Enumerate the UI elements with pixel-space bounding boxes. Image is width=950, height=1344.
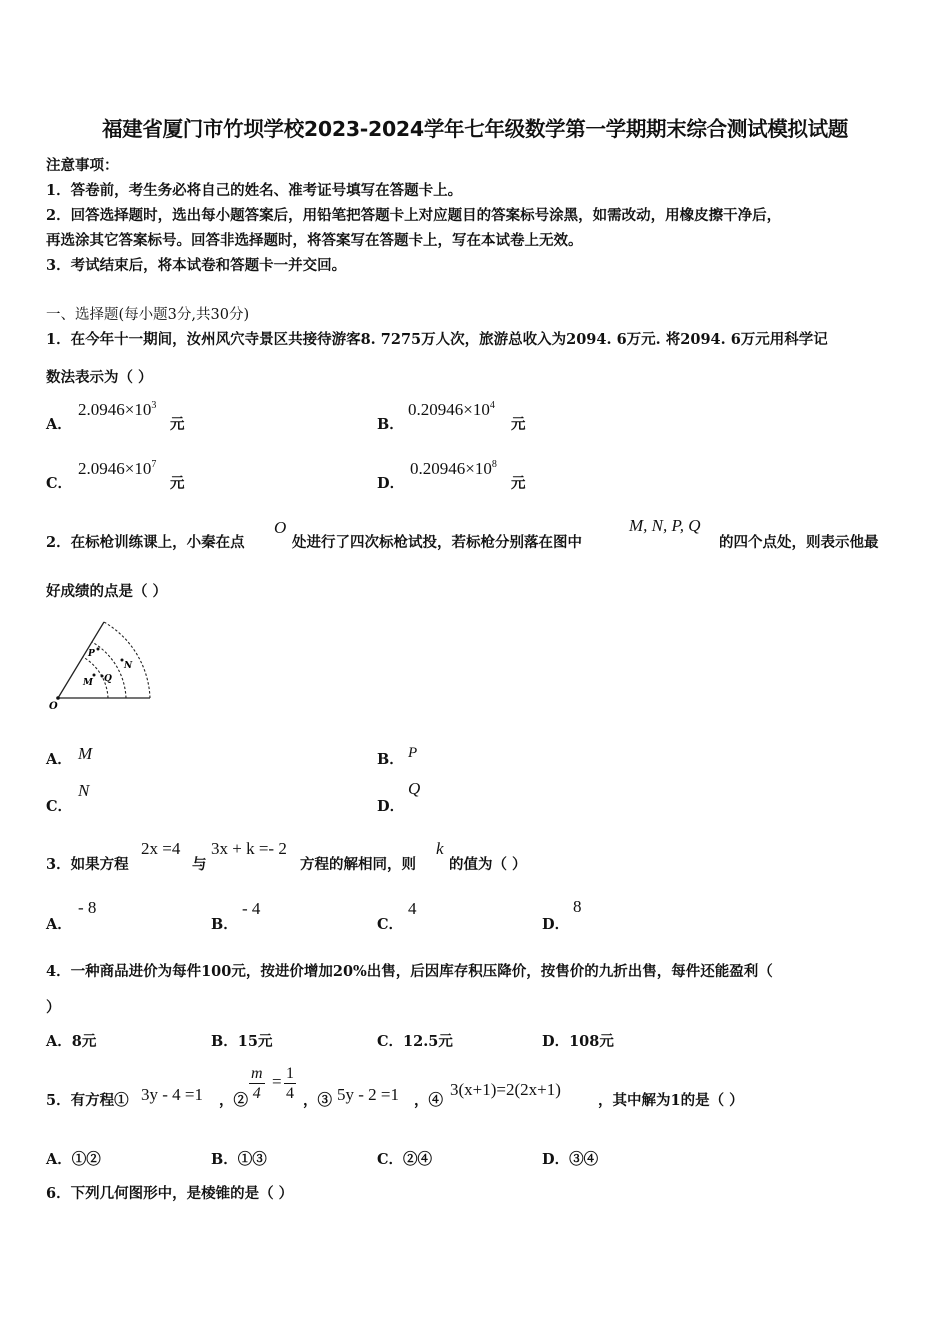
- q1-option-b-value: $0.20946\times 10^4$: [408, 400, 495, 419]
- figure-label-q: Q: [104, 674, 112, 684]
- javelin-figure: [46, 615, 166, 715]
- question-5-sep-1: ，②: [219, 1092, 248, 1109]
- question-6-stem: 6．下列几何图形中，是棱锥的是（ ）: [46, 1185, 294, 1202]
- q2-point-o: O: [274, 518, 287, 537]
- page-title: 福建省厦门市竹坝学校2023-2024学年七年级数学第一学期期末综合测试模拟试题: [101, 117, 849, 141]
- figure-ray: [58, 622, 104, 698]
- question-5-sep-2: ，③: [303, 1092, 332, 1109]
- q3-option-b-value: - 4: [242, 899, 261, 918]
- q1-option-d-label: D．: [377, 475, 405, 492]
- q1-option-d-value: $0.20946\times 10^8$: [410, 459, 497, 478]
- q1-option-c-unit: 元: [170, 475, 185, 492]
- section-heading: 一、选择题(每小题3分,共30分): [46, 307, 250, 323]
- q1-option-b-unit: 元: [511, 416, 526, 433]
- q5-option-b: B．①③: [211, 1151, 267, 1168]
- q5-option-d: D．③④: [542, 1151, 599, 1168]
- question-1-stem-cont: 数法表示为（ ）: [46, 369, 153, 386]
- q3-option-d-label: D．: [542, 916, 570, 933]
- q2-option-d-label: D．: [377, 798, 405, 815]
- q1-option-a-value: $2.0946\times 10^3$: [78, 400, 157, 419]
- q2-option-d-value: Q: [408, 779, 421, 798]
- question-3-stem-a: 3．如果方程: [46, 856, 129, 873]
- question-2-stem-cont: 好成绩的点是（ ）: [46, 583, 168, 600]
- question-3-stem-c: 方程的解相同，则: [300, 856, 416, 873]
- q5-fraction-1-over-4: $\frac{1}{4}$: [286, 1065, 294, 1102]
- q1-option-b-label: B．: [377, 416, 404, 433]
- note-item: 再选涂其它答案标号。回答非选择题时，将答案写在答题卡上，写在本试卷上无效。: [46, 232, 583, 249]
- point-m: [93, 674, 96, 677]
- q2-option-c-value: N: [78, 781, 90, 800]
- question-3-stem-b: 与: [192, 856, 207, 873]
- q4-option-a: A．8元: [46, 1033, 97, 1050]
- note-item: 3．考试结束后，将本试卷和答题卡一并交回。: [46, 257, 347, 274]
- q2-option-b-value: P: [408, 745, 418, 761]
- q3-option-d-value: 8: [573, 897, 582, 916]
- q1-option-c-value: $2.0946\times 10^7$: [78, 459, 157, 478]
- question-4-stem: 4．一种商品进价为每件100元，按进价增加20%出售，后因库存积压降价，按售价的九折出售，每件还能盈利（: [46, 963, 773, 980]
- q3-option-a-value: - 8: [78, 898, 97, 917]
- q2-option-c-label: C．: [46, 798, 73, 815]
- q5-fraction-m-over-4: $\frac{m}{4}$: [251, 1065, 263, 1102]
- question-2-stem-a: 2．在标枪训练课上，小秦在点: [46, 534, 245, 551]
- q5-option-a: A．①②: [46, 1151, 101, 1168]
- q3-equation-1: 2x =4: [141, 839, 181, 858]
- note-item: 1．答卷前，考生务必将自己的姓名、准考证号填写在答题卡上。: [46, 182, 463, 199]
- origin-point: [56, 696, 60, 700]
- q5-equation-1: 3y - 4 =1: [141, 1085, 203, 1104]
- q3-option-c-value: 4: [408, 899, 417, 918]
- point-p: [97, 648, 100, 651]
- q2-option-a-label: A．: [46, 751, 72, 768]
- q2-points: M, N, P, Q: [629, 516, 701, 535]
- q4-option-c: C．12.5元: [377, 1033, 453, 1050]
- q3-option-b-label: B．: [211, 916, 238, 933]
- question-2-stem-c: 的四个点处，则表示他最: [719, 534, 879, 551]
- question-1-stem: 1．在今年十一期间，汝州风穴寺景区共接待游客8. 7275万人次，旅游总收入为2094. 6万元. 将2094. 6万元用科学记: [46, 331, 828, 348]
- question-3-stem-d: 的值为（ ）: [449, 856, 527, 873]
- q3-option-a-label: A．: [46, 916, 72, 933]
- q1-option-c-label: C．: [46, 475, 73, 492]
- question-5-stem-a: 5．有方程①: [46, 1092, 129, 1109]
- q5-equals-sign: =: [272, 1072, 282, 1091]
- q1-option-a-label: A．: [46, 416, 72, 433]
- q4-option-d: D．108元: [542, 1033, 614, 1050]
- question-5-sep-3: ，④: [414, 1092, 443, 1109]
- q3-equation-2: 3x + k =- 2: [211, 839, 287, 858]
- q2-option-a-value: M: [78, 744, 93, 763]
- question-2-stem-b: 处进行了四次标枪试投，若标枪分别落在图中: [292, 534, 582, 551]
- figure-label-p: P: [88, 649, 95, 659]
- note-item: 2．回答选择题时，选出每小题答案后，用铅笔把答题卡上对应题目的答案标号涂黑，如需改动，用橡皮擦干净后，: [46, 207, 782, 224]
- notes-heading: 注意事项：: [46, 157, 119, 174]
- question-5-stem-b: ，其中解为1的是（ ）: [598, 1092, 744, 1109]
- question-4-stem-cont: ）: [46, 999, 61, 1016]
- middle-arc: [92, 642, 126, 698]
- q3-option-c-label: C．: [377, 916, 404, 933]
- q5-equation-4: 3(x+1)=2(2x+1): [450, 1080, 561, 1099]
- figure-label-n: N: [124, 661, 133, 671]
- q5-equation-3: 5y - 2 =1: [337, 1085, 399, 1104]
- q4-option-b: B．15元: [211, 1033, 273, 1050]
- q5-option-c: C．②④: [377, 1151, 433, 1168]
- q1-option-d-unit: 元: [511, 475, 526, 492]
- q3-variable-k: k: [436, 839, 444, 858]
- q2-option-b-label: B．: [377, 751, 404, 768]
- outer-arc: [104, 622, 150, 698]
- q1-option-a-unit: 元: [170, 416, 185, 433]
- figure-label-o: O: [49, 701, 58, 712]
- figure-label-m: M: [83, 678, 93, 688]
